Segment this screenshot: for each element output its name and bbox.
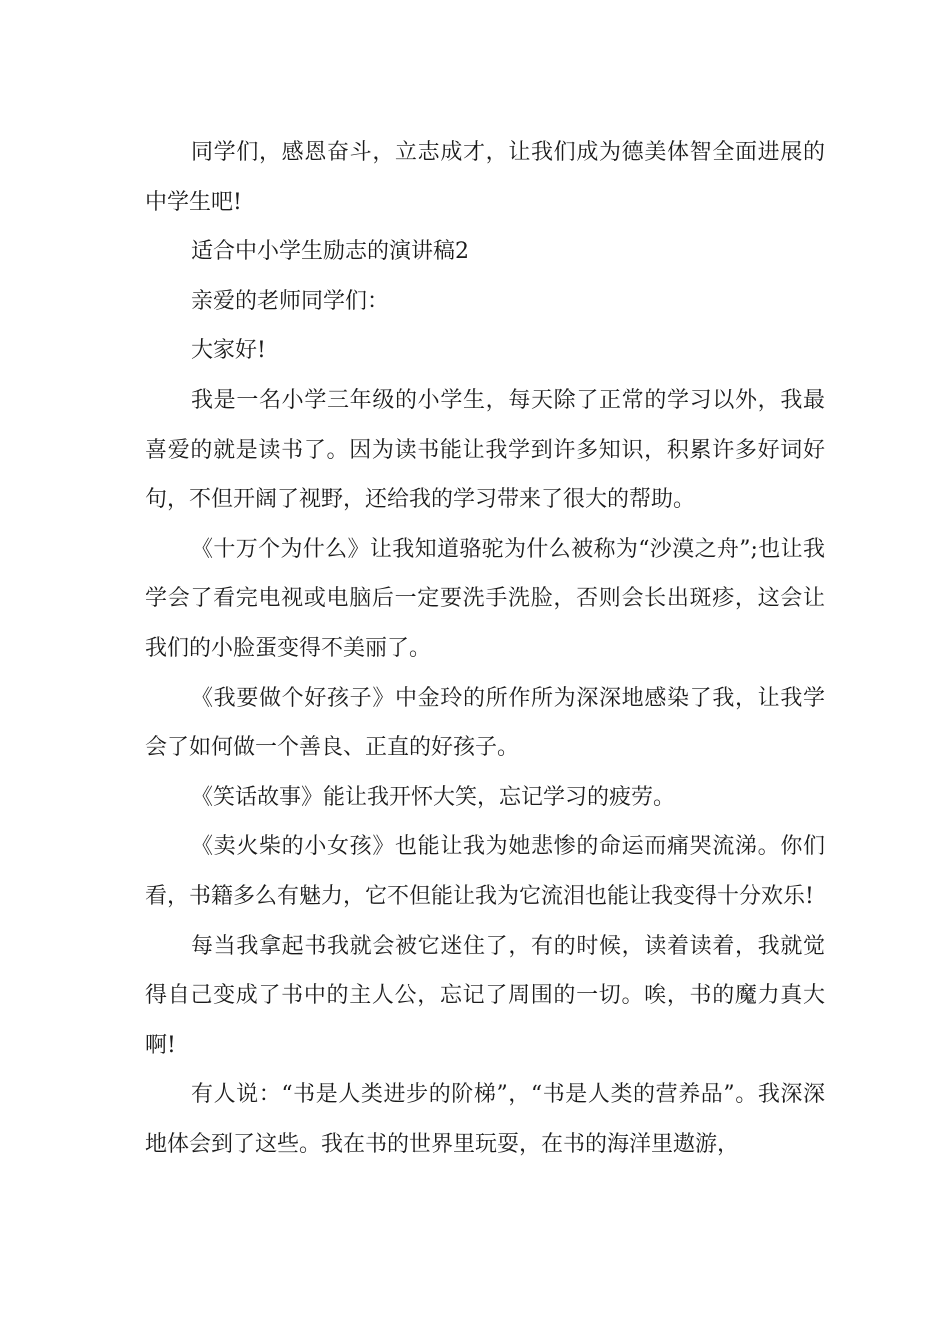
paragraph: 每当我拿起书我就会被它迷住了，有的时候，读着读着，我就觉得自己变成了书中的主人公，忘记了周围的一切。唉，书的魔力真大啊!: [145, 933, 825, 1058]
paragraph: 同学们，感恩奋斗，立志成才，让我们成为德美体智全面进展的中学生吧!: [145, 140, 825, 215]
paragraph: 《十万个为什么》让我知道骆驼为什么被称为“沙漠之舟”;也让我学会了看完电视或电脑后一定要洗手洗脸，否则会长出斑疹，这会让我们的小脸蛋变得不美丽了。: [145, 536, 825, 661]
paragraph: 有人说：“书是人类进步的阶梯”，“书是人类的营养品”。我深深地体会到了这些。我在书的世界里玩耍，在书的海洋里遨游，: [145, 1082, 825, 1157]
paragraph: 《我要做个好孩子》中金玲的所作所为深深地感染了我，让我学会了如何做一个善良、正直的好孩子。: [145, 685, 825, 761]
section-title: 适合中小学生励志的演讲稿2: [191, 239, 469, 265]
paragraph: 我是一名小学三年级的小学生，每天除了正常的学习以外，我最喜爱的就是读书了。因为读书能让我学到许多知识，积累许多好词好句，不但开阔了视野，还给我的学习带来了很大的帮助。: [145, 387, 825, 513]
paragraph: 《笑话故事》能让我开怀大笑，忘记学习的疲劳。: [191, 784, 676, 810]
salutation: 亲爱的老师同学们：: [191, 288, 390, 314]
paragraph: 《卖火柴的小女孩》也能让我为她悲惨的命运而痛哭流涕。你们看，书籍多么有魅力，它不但能让我为它流泪也能让我变得十分欢乐!: [145, 834, 825, 909]
greeting: 大家好!: [191, 338, 266, 364]
document-body: [145, 128, 825, 1169]
